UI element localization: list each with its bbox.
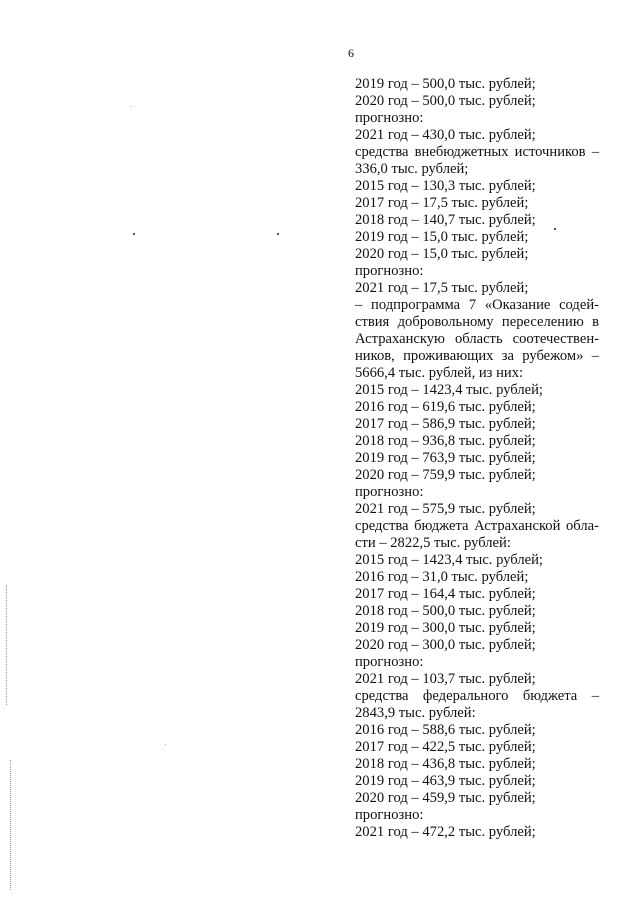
scan-speck <box>277 233 279 235</box>
text-line: средства федерального бюджета – <box>355 688 599 704</box>
text-line: 2019 год – 15,0 тыс. рублей; <box>355 229 529 245</box>
text-line: 2019 год – 463,9 тыс. рублей; <box>355 773 536 789</box>
text-line: 336,0 тыс. рублей; <box>355 161 469 177</box>
text-line: 2021 год – 575,9 тыс. рублей; <box>355 501 536 517</box>
text-line: прогнозно: <box>355 110 424 126</box>
scan-edge-line <box>6 585 8 705</box>
text-line: 2020 год – 15,0 тыс. рублей; <box>355 246 529 262</box>
scan-speck <box>130 106 131 107</box>
text-line: 2017 год – 17,5 тыс. рублей; <box>355 195 529 211</box>
text-line: 2021 год – 472,2 тыс. рублей; <box>355 824 536 840</box>
text-line: 2016 год – 588,6 тыс. рублей; <box>355 722 536 738</box>
scan-speck <box>165 744 166 745</box>
text-line: 2015 год – 1423,4 тыс. рублей; <box>355 552 543 568</box>
text-line: сти – 2822,5 тыс. рублей: <box>355 535 511 551</box>
text-line: 2018 год – 936,8 тыс. рублей; <box>355 433 536 449</box>
text-line: 2016 год – 31,0 тыс. рублей; <box>355 569 529 585</box>
scan-speck <box>133 233 135 235</box>
text-line: 2015 год – 130,3 тыс. рублей; <box>355 178 536 194</box>
text-line: 2020 год – 500,0 тыс. рублей; <box>355 93 536 109</box>
text-line: ствия добровольному переселению в <box>355 314 599 330</box>
text-line: 2017 год – 586,9 тыс. рублей; <box>355 416 536 432</box>
text-line: 2020 год – 300,0 тыс. рублей; <box>355 637 536 653</box>
text-line: прогнозно: <box>355 654 424 670</box>
text-line: прогнозно: <box>355 807 424 823</box>
text-line: 5666,4 тыс. рублей, из них: <box>355 365 524 381</box>
text-line: 2018 год – 436,8 тыс. рублей; <box>355 756 536 772</box>
text-line: 2018 год – 140,7 тыс. рублей; <box>355 212 536 228</box>
text-line: 2019 год – 300,0 тыс. рублей; <box>355 620 536 636</box>
text-line: 2019 год – 763,9 тыс. рублей; <box>355 450 536 466</box>
text-line: 2018 год – 500,0 тыс. рублей; <box>355 603 536 619</box>
text-line: 2843,9 тыс. рублей: <box>355 705 476 721</box>
text-line: прогнозно: <box>355 484 424 500</box>
text-line: ников, проживающих за рубежом» – <box>355 348 599 364</box>
text-column <box>355 76 599 841</box>
text-line: Астраханскую область соотечествен- <box>355 331 599 347</box>
text-line: средства бюджета Астраханской обла- <box>355 518 599 534</box>
page-number: 6 <box>348 46 354 60</box>
scan-speck <box>554 228 556 230</box>
text-line: 2020 год – 459,9 тыс. рублей; <box>355 790 536 806</box>
text-line: 2017 год – 422,5 тыс. рублей; <box>355 739 536 755</box>
text-line: 2019 год – 500,0 тыс. рублей; <box>355 76 536 92</box>
text-line: – подпрограмма 7 «Оказание содей- <box>355 297 599 313</box>
text-line: средства внебюджетных источников – <box>355 144 599 160</box>
text-line: 2016 год – 619,6 тыс. рублей; <box>355 399 536 415</box>
text-line: 2021 год – 103,7 тыс. рублей; <box>355 671 536 687</box>
scan-edge-line <box>10 760 12 890</box>
text-line: 2021 год – 17,5 тыс. рублей; <box>355 280 529 296</box>
text-line: прогнозно: <box>355 263 424 279</box>
text-line: 2021 год – 430,0 тыс. рублей; <box>355 127 536 143</box>
text-line: 2020 год – 759,9 тыс. рублей; <box>355 467 536 483</box>
text-line: 2015 год – 1423,4 тыс. рублей; <box>355 382 543 398</box>
text-line: 2017 год – 164,4 тыс. рублей; <box>355 586 536 602</box>
